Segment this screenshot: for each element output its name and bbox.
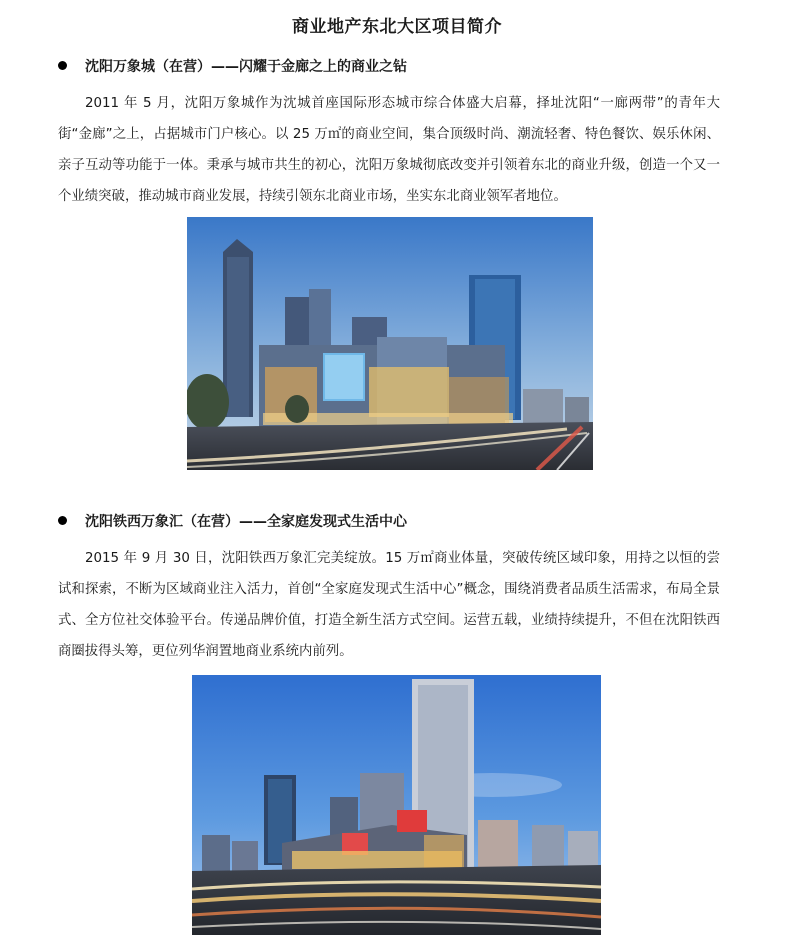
- section-heading-1: [58, 56, 738, 78]
- section-body-1: 2011 年 5 月，沈阳万象城作为沈城首座国际形态城市综合体盛大启幕，择址沈阳“一廊两带”的青年大街“金廊”之上，占据城市门户核心。以 25 万㎡的商业空间，集合顶级时尚、潮流轻奢、特色餐饮、娱乐休闲、亲子互动等功能于一体。秉承与城市共生的初心，沈阳万象城彻底改变并引领着东北的商业升级，创造一个又一个业绩突破，推动城市商业发展，持续引领东北商业市场，坐实东北商业领军者地位。: [58, 96, 720, 204]
- mall-dusk-scene-image: [192, 675, 601, 935]
- section-heading-text: 沈阳万象城（在营）——闪耀于金廊之上的商业之钻: [85, 59, 407, 75]
- mall-photo-2: [192, 675, 601, 935]
- bullet-icon: [58, 516, 67, 525]
- section-heading-text: 沈阳铁西万象汇（在营）——全家庭发现式生活中心: [85, 514, 407, 530]
- bullet-icon: [58, 61, 67, 70]
- mall-photo-1: [187, 217, 593, 470]
- section-heading-2: [58, 511, 738, 533]
- section-body-2: 2015 年 9 月 30 日，沈阳铁西万象汇完美绽放。15 万㎡商业体量，突破传统区域印象，用持之以恒的尝试和探索，不断为区域商业注入活力，首创“全家庭发现式生活中心”概念，围绕消费者品质生活需求，布局全景式、全方位社交体验平台。传递品牌价值，打造全新生活方式空间。运营五载，业绩持续提升，不但在沈阳铁西商圈拔得头筹，更位列华润置地商业系统内前列。: [58, 551, 720, 659]
- document-title: 商业地产东北大区项目简介: [292, 17, 502, 37]
- mall-night-scene-image: [187, 217, 593, 470]
